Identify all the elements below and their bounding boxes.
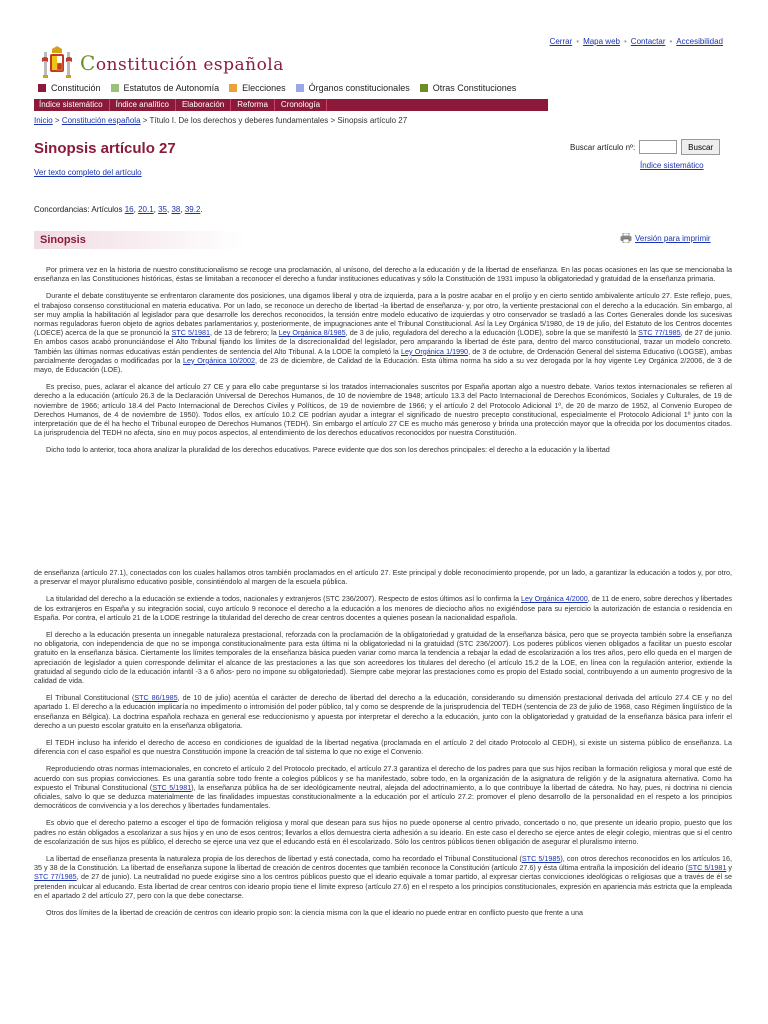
stc-5-1981-link[interactable]: STC 5/1981 <box>171 328 211 338</box>
search-label: Buscar artículo nº: <box>570 142 636 152</box>
section-organos[interactable]: Órganos constitucionales <box>296 83 410 93</box>
paragraph: Es preciso, pues, aclarar el alcance del artículo 27 CE y para ello cabe preguntarse si los tratados internacionales suscritos por España aportan algo a nuestro debate. Varios textos internacionales se refieren al derecho a la educación (artículo 26.3 de la Declaración Universal de Derechos Humanos, de 10 de noviembre de 1948; artículo 13.3 del Pacto Internacional de Derechos Económicos, Sociales y Culturales, de 19 de noviembre de 1966; artículo 18.4 del Pacto Internacional de Derechos Civiles y Políticos, de 19 de noviembre de 1966; y el artículo 2 del Protocolo Adicional 1º, de 20 de marzo de 1952, al Convenio Europeo de Derechos Humanos, de 4 de noviembre de 1950). Todos ellos, ex artículo 10.2 CE podrían ayudar a integrar el significado de nuestro precepto constitucional, especialmente el Protocolo Adicional 1º junto con la interpretación que de él ha hecho el Tribunal europeo de Derechos Humanos (TEDH). Sin embargo el artículo 27 CE es mucho más generoso y brinda una protección mayor que la ofrecida por los documentos citados. La jurisprudencia del TEDH no afecta, sino en muy pocos aspectos, al entendimiento de los derechos educativos reconocidos por nuestra Constitución. <box>34 382 732 438</box>
site-logo[interactable] <box>40 46 284 80</box>
paragraph: Reproduciendo otras normas internacionales, en concreto el artículo 2 del Protocolo precitado, el artículo 27.3 garantiza el derecho de los padres para que sus hijos reciban la formación religiosa y moral que esté de acuerdo con sus propias convicciones. Es una garantía sobre todo frente a colegios públicos y se ha manifestado, sobre todo, en la organización de la asignatura de religión y de la asignatura alternativa. Como ha expuesto el Tribunal Constitucional (STC 5/1981), la enseñanza pública ha de ser ideológicamente neutral, alejada del adoctrinamiento, a lo que contribuye la libertad de cátedra. No hay, pues, ni doctrina ni ciencia oficiales, salvo lo que se deduzca materialmente de las finalidades impuestas constitucionalmente a la educación por el artículo 27.2: promover el pleno desarrollo de la personalidad en el respeto a los principios democráticos de convivencia y a los derechos y libertades fundamentales. <box>34 764 732 811</box>
accessibility-link[interactable]: Accesibilidad <box>676 37 723 46</box>
search-button[interactable]: Buscar <box>681 139 720 155</box>
stc-5-1981-link-2[interactable]: STC 5/1981 <box>152 782 192 792</box>
stc-77-1985-link-2[interactable]: STC 77/1985 <box>34 872 77 882</box>
square-icon <box>111 84 119 92</box>
lo-4-2000-link[interactable]: Ley Orgánica 4/2000 <box>521 594 588 604</box>
utility-links: Cerrar • Mapa web • Contactar • Accesibilidad <box>549 37 723 46</box>
index-link[interactable]: Índice sistemático <box>640 161 704 170</box>
paragraph: El TEDH incluso ha inferido el derecho de acceso en condiciones de igualdad de la libertad negativa (proclamada en el artículo 2 del citado Protocolo al CEDH), si existe un sistema público de enseñanza. La diferencia con el caso español es que nuestra Constitución impone la creación de tal sistema lo que no exige el Convenio. <box>34 738 732 757</box>
article-link-20-1[interactable]: 20.1 <box>138 205 154 214</box>
concordancias: Concordancias: Artículos 16, 20.1, 35, 38, 39.2. <box>34 205 203 214</box>
article-link-39-2[interactable]: 39.2 <box>184 205 201 214</box>
site-map-link[interactable]: Mapa web <box>583 37 620 46</box>
site-title: Constitución española <box>80 51 284 75</box>
print-link[interactable]: Versión para imprimir <box>635 233 711 243</box>
breadcrumb-rest: > Título I. De los derechos y deberes fundamentales > Sinopsis artículo 27 <box>140 116 408 125</box>
square-icon <box>420 84 428 92</box>
coat-of-arms-icon <box>40 46 74 80</box>
article-link-16[interactable]: 16 <box>124 205 134 214</box>
lo-10-2002-link[interactable]: Ley Orgánica 10/2002 <box>183 355 255 365</box>
square-icon <box>229 84 237 92</box>
stc-5-1985-link[interactable]: STC 5/1985 <box>521 854 561 864</box>
sinopsis-body-top <box>34 265 732 463</box>
section-estatutos[interactable]: Estatutos de Autonomía <box>111 83 220 93</box>
stc-77-1985-link[interactable]: STC 77/1985 <box>638 328 681 338</box>
section-otras[interactable]: Otras Constituciones <box>420 83 517 93</box>
nav-indice-sistematico[interactable]: Índice sistemático <box>34 99 110 111</box>
stc-5-1981-link-3[interactable]: STC 5/1981 <box>687 863 727 873</box>
paragraph: El Tribunal Constitucional (STC 86/1985, de 10 de julio) acentúa el carácter de derecho de libertad del derecho a la educación, considerando su dimensión prestacional derivada del artículo 27.4 CE y no del apartado 1. El derecho a la educación implicaría no impedimento o intromisión del poder público, tal y como se desprende de la jurisprudencia del TEDH (sentencia de 23 de julio de 1968, caso Régimen lingüístico de la enseñanza en Bélgica). La doctrina española rechaza en general ese reduccionismo y apuesta por interpretar el derecho a la educación, junto con la obligatoriedad y gratuidad de la enseñanza básica para inferir el derecho a un puesto escolar gratuito en la enseñanza obligatoria. <box>34 693 732 730</box>
breadcrumb: Inicio > Constitución española > Título I. De los derechos y deberes fundamentales > Sinopsis artículo 27 <box>34 116 408 125</box>
sinopsis-body-bottom <box>34 568 732 925</box>
paragraph: Dicho todo lo anterior, toca ahora analizar la pluralidad de los derechos educativos. Parece evidente que dos son los derechos principales: el derecho a la educación y la libertad <box>46 445 610 455</box>
main-nav <box>34 99 548 111</box>
lo-1-1990-link[interactable]: Ley Orgánica 1/1990 <box>400 346 469 356</box>
paragraph: La libertad de enseñanza presenta la naturaleza propia de los derechos de libertad y está conectada, como ha recordado el Tribunal Constitucional (STC 5/1985), con otros derechos reconocidos en los artículos 16, 35 y 38 de la Constitución. La libertad de enseñanza supone la libertad de creación de centros docentes que también reconoce la Constitución (artículo 27.6) y ésta última entraña la imposición del ideario (STC 5/1981 y STC 77/1985, de 27 de junio). La neutralidad no puede exigirse sino a los centros públicos puesto que el ideario equivale a tomar partido, al expresar ciertas convicciones ideológicas o religiosas que a través de él se pretenden inculcar al educando. Esta libertad de crear centros con ideario propio tiene el límite expreso (artículo 27.6) en el respeto a los principios constitucionales, expresión en apariencia más estricta que la empleada en el apartado 2 del artículo 27, pero con la que debe conectarse. <box>34 854 732 900</box>
close-link[interactable]: Cerrar <box>549 37 573 46</box>
stc-86-1985-link[interactable]: STC 86/1985 <box>134 693 178 703</box>
section-links <box>38 83 516 93</box>
paragraph: La titularidad del derecho a la educación se extiende a todos, nacionales y extranjeros (STC 236/2007). Respecto de estos últimos así lo confirma la Ley Orgánica 4/2000, de 11 de enero, sobre derechos y libertades de los extranjeros en España y su integración social, cuyo artículo 9 reconoce el derecho a la educación a los menores de dieciocho años no exigiéndose para su ejercicio la autorización de estancia o residencia en España. Por contra, el artículo 21 de la LODE restringe la titularidad del derecho de crear centros docentes a quienes posean la nacionalidad española. <box>34 594 732 622</box>
lo-8-1985-link[interactable]: Ley Orgánica 8/1985 <box>278 328 346 338</box>
nav-elaboracion[interactable]: Elaboración <box>176 99 231 111</box>
article-link-38[interactable]: 38 <box>171 205 181 214</box>
nav-indice-analitico[interactable]: Índice analítico <box>110 99 176 111</box>
nav-reforma[interactable]: Reforma <box>231 99 275 111</box>
section-elecciones[interactable]: Elecciones <box>229 83 286 93</box>
paragraph: Por primera vez en la historia de nuestro constitucionalismo se recoge una proclamación, al unísono, del derecho a la educación y de la libertad de enseñanza. En las pocas ocasiones en las que se mencionaba la enseñanza en las Constituciones históricas, éstas se limitaban a reconocer el derecho a fundar instituciones educativas y sólo la Constitución de 1931 impuso la obligatoriedad y gratuidad de la enseñanza primaria. <box>34 265 732 284</box>
full-text-link[interactable]: Ver texto completo del artículo <box>34 168 142 177</box>
page-title: Sinopsis artículo 27 <box>34 140 176 157</box>
article-number-input[interactable] <box>639 140 677 154</box>
square-icon <box>38 84 46 92</box>
paragraph: Durante el debate constituyente se enfrentaron claramente dos posiciones, una digamos liberal y otra de izquierda, para a la postre acabar en el prolijo y en cierto sentido ambivalente artículo 27. Este reflejo, pues, el trabajoso consenso constitucional en materia educativa. Por un lado, se reconoce un derecho de libertad -la libertad de enseñanza- y, por otro, la vertiente prestacional con el derecho a la educación. Sin embargo, al ser muy amplia la habilitación al legislador para que desarrolle los derechos reconocidos, la tensión entre modelo educativo de izquierdas y otro conservador se trasladó a las Cortes Generales donde los sucesivas normas reguladoras fueron objeto de agrios debates parlamentarios y, posteriormente, de impugnaciones ante el Tribunal Constitucional. Así la Ley Orgánica 5/1980, de 19 de julio, del Estatuto de los Centros docentes (LOECE) acerca de la que se pronunció la STC 5/1981, de 13 de febrero; la Ley Orgánica 8/1985, de 3 de julio, reguladora del derecho a la educación (LODE), sobre la que se manifestó la STC 77/1985, de 27 de junio. En ambos casos acabó pronunciándose el Alto Tribunal fijando los límites de la discrecionalidad del legislador, pero amparando la libertad de éste para, dentro del marco constitucional, trazar un modelo concreto. También las últimas normas educativas están pendientes de sentencia del Alto Tribunal. A la LODE la completó la Ley Orgánica 1/1990, de 3 de octubre, de Ordenación General del sistema Educativo (LOGSE), ambas parcialmente derogadas o modificadas por la Ley Orgánica 10/2002, de 23 de diciembre, de Calidad de la Educación. Esta última norma ha sido a su vez derogada por la hoy vigente Ley Orgánica 2/2006, de 3 de mayo, de Educación (LOE). <box>34 291 733 375</box>
paragraph: Otros dos límites de la libertad de creación de centros con ideario propio son: la ciencia misma con la que el ideario no puede entrar en conflicto puesto que frente a una <box>46 908 583 918</box>
breadcrumb-constitucion[interactable]: Constitución española <box>61 116 141 125</box>
sinopsis-header: Sinopsis <box>34 231 246 249</box>
contact-link[interactable]: Contactar <box>630 37 666 46</box>
paragraph: El derecho a la educación presenta un innegable naturaleza prestacional, reforzada con la proclamación de la obligatoriedad y gratuidad de la enseñanza básica, pero que se proyecta también sobre la enseñanza no obligatoria, con independencia de que no se imponga constitucionalmente para esta última ni la obligatoriedad ni la gratuidad (STC 236/2007). Los poderes públicos vienen obligados a facilitar un puesto escolar gratuito en la enseñanza básica. Ciertamente los límites temporales de la enseñanza básica pueden variar como marca la tendencia a rebajar la edad de escolarización a los tres años, pero ello queda en el margen de apreciación de legislador a quien corresponde delimitar el alcance de las prestaciones a las que son acreedores los titulares del derecho (el artículo 15.2 de la LOE, en línea con la regulación anterior, extiende la gratuidad al segundo ciclo de la educación infantil -3 a 6 años- pero no impone su obligatoriedad). Siempre cabe mejorar las prestaciones como es propio del Estado social, contribuyendo a un aumento progresivo de la calidad de vida. <box>34 630 732 686</box>
article-search <box>570 139 720 155</box>
article-link-35[interactable]: 35 <box>158 205 168 214</box>
paragraph: Es obvio que el derecho paterno a escoger el tipo de formación religiosa y moral que desean para sus hijos no puede oponerse al centro privado, concertado o no, que presente un ideario propio, puesto que los padres no están obligados a escolarizar a sus hijos y en uno de esos centros; llevarlos a ellos demuestra cierta adhesión a su ideario. En este caso el derecho se ejerce antes de elegir colegio, mientras que si el centro de escolarización de sus hijos es público, el derecho se ejerce una vez que el educando está en él escolarizado. Sólo los centros públicos tienen obligación de asegurar el pluralismo interno. <box>34 818 732 846</box>
square-icon <box>296 84 304 92</box>
print-version[interactable] <box>620 233 711 243</box>
section-constitucion[interactable]: Constitución <box>38 83 101 93</box>
breadcrumb-home[interactable]: Inicio <box>34 116 53 125</box>
paragraph: de enseñanza (artículo 27.1), conectados con los cuales hallamos otros también proclamados en el artículo 27. Este principal y doble reconocimiento propende, por un lado, a garantizar la educación a todos y, por otro, a preservar el mayor pluralismo educativo posible, consintiéndolo al margen de la escuela pública. <box>34 568 732 587</box>
nav-cronologia[interactable]: Cronología <box>275 99 327 111</box>
printer-icon <box>620 233 632 243</box>
